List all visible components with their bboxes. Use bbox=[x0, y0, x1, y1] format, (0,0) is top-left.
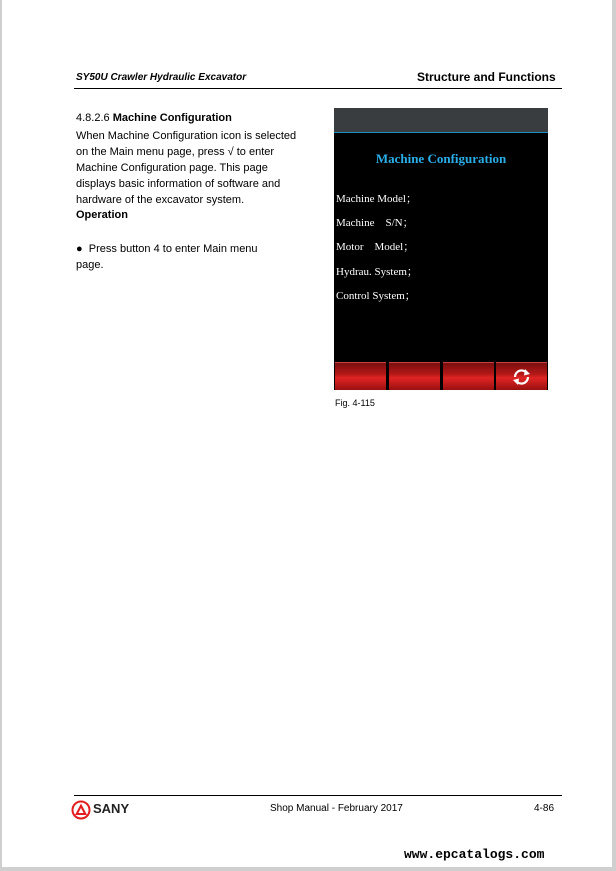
field-motor-model: Motor Model； bbox=[336, 241, 415, 253]
field-machine-model: Machine Model； bbox=[336, 193, 417, 205]
screen-status-bar bbox=[334, 108, 548, 132]
section-body bbox=[76, 128, 316, 208]
section-number: 4.8.2.6 bbox=[76, 112, 110, 124]
refresh-icon bbox=[496, 363, 547, 390]
bullet-line: Press button 4 to enter Main menu bbox=[88, 243, 258, 255]
section-title: Machine Configuration bbox=[112, 112, 232, 124]
body-line: displays basic information of software and bbox=[76, 178, 281, 190]
body-line: Machine Configuration page. This page bbox=[76, 162, 268, 174]
body-line: hardware of the excavator system. bbox=[76, 194, 245, 206]
operation-bullet bbox=[76, 241, 276, 273]
bullet-line: page. bbox=[76, 259, 104, 271]
screen-status-divider bbox=[334, 132, 548, 133]
body-line: When Machine Configuration icon is selected bbox=[76, 130, 297, 142]
field-hydraulic-system: Hydrau. System； bbox=[336, 266, 418, 278]
section-heading bbox=[76, 112, 232, 124]
sany-logo-icon bbox=[71, 800, 91, 820]
bullet-icon: ● bbox=[76, 243, 83, 255]
header-chapter-title: Structure and Functions bbox=[417, 70, 556, 84]
figure-caption: Fig. 4-115 bbox=[335, 398, 375, 408]
operation-heading: Operation bbox=[76, 209, 128, 221]
field-control-system: Control System； bbox=[336, 290, 416, 302]
page-frame-bottom bbox=[0, 867, 616, 871]
watermark[interactable]: www.epcatalogs.com bbox=[404, 847, 545, 862]
machine-config-screen bbox=[334, 108, 548, 390]
field-machine-sn: Machine S/N； bbox=[336, 217, 414, 229]
header-product-title: SY50U Crawler Hydraulic Excavator bbox=[76, 72, 247, 83]
footer-brand: SANY bbox=[93, 801, 130, 816]
softkey-4[interactable] bbox=[496, 362, 547, 390]
screen-title: Machine Configuration bbox=[375, 151, 507, 166]
softkey-1[interactable] bbox=[335, 362, 386, 390]
footer-page-number: 4-86 bbox=[534, 803, 555, 814]
footer-rule bbox=[74, 795, 562, 796]
softkey-3[interactable] bbox=[443, 362, 494, 390]
body-line: on the Main menu page, press √ to enter bbox=[76, 146, 275, 158]
softkey-bar bbox=[334, 362, 548, 390]
page-frame-right bbox=[612, 0, 616, 871]
footer-manual-info: Shop Manual - February 2017 bbox=[270, 803, 403, 814]
header-rule bbox=[74, 88, 562, 89]
softkey-2[interactable] bbox=[389, 362, 440, 390]
page-frame-left bbox=[0, 0, 2, 871]
